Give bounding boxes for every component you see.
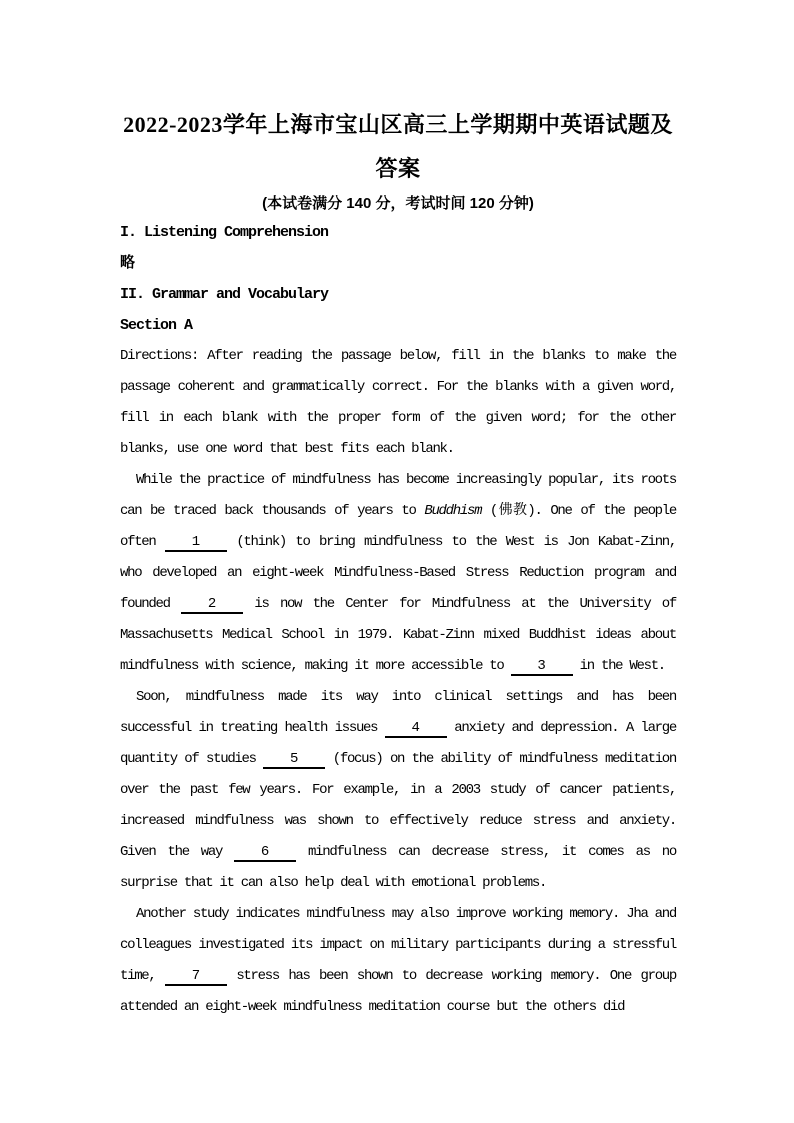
fill-in-blank-2: 2 xyxy=(181,597,243,614)
section-a-heading: Section A xyxy=(120,317,193,334)
section-heading-grammar: II. Grammar and Vocabulary xyxy=(120,286,329,303)
fill-in-blank-4: 4 xyxy=(385,721,447,738)
section-heading-listening: I. Listening Comprehension xyxy=(120,224,329,241)
italic-term: Buddhism xyxy=(424,503,482,519)
fill-in-blank-1: 1 xyxy=(165,535,227,552)
fill-in-blank-3: 3 xyxy=(511,659,573,676)
omitted-note: 略 xyxy=(120,255,135,272)
document-title: 2022-2023学年上海市宝山区高三上学期期中英语试题及答案 xyxy=(123,112,673,181)
passage-paragraph-2: Soon, mindfulness made its way into clinical settings and has been successful in treating health issues 4 anxiety and depression. A large quantity of studies 5 (focus) on the ability of mindfulness meditation over the past few years. For example, in a 2003 study of cancer patients, increased mindfulness was shown to effectively reduce stress and anxiety. Given the way 6 mindfulness can decrease stress, it comes as no surprise that it can also help deal with emotional problems. xyxy=(120,689,677,891)
passage-paragraph-1: While the practice of mindfulness has become increasingly popular, its roots can be traced back thousands of years to Buddhism (佛教). One of the people often 1 (think) to bring mindfulness to the West is Jon Kabat-Zinn, who developed an eight-week Mindfulness-Based Stress Reduction program and founded 2 is now the Center for Mindfulness at the University of Massachusetts Medical School in 1979. Kabat-Zinn mixed Buddhist ideas about mindfulness with science, making it more accessible to 3 in the West. xyxy=(120,472,677,674)
passage xyxy=(120,465,676,1023)
passage-paragraph-3: Another study indicates mindfulness may also improve working memory. Jha and colleagues investigated its impact on military participants during a stressful time, 7 stress has been shown to decrease working memory. One group attended an eight-week mindfulness meditation course but the others did xyxy=(120,906,677,1015)
fill-in-blank-7: 7 xyxy=(165,969,227,986)
document-subtitle: (本试卷满分 140 分，考试时间 120 分钟) xyxy=(262,195,534,212)
directions-paragraph: Directions: After reading the passage below, fill in the blanks to make the passage coherent and grammatically correct. For the blanks with a given word, fill in each blank with the proper form of the given word; for the other blanks, use one word that best fits each blank. xyxy=(120,348,676,457)
fill-in-blank-6: 6 xyxy=(234,845,296,862)
fill-in-blank-5: 5 xyxy=(263,752,325,769)
